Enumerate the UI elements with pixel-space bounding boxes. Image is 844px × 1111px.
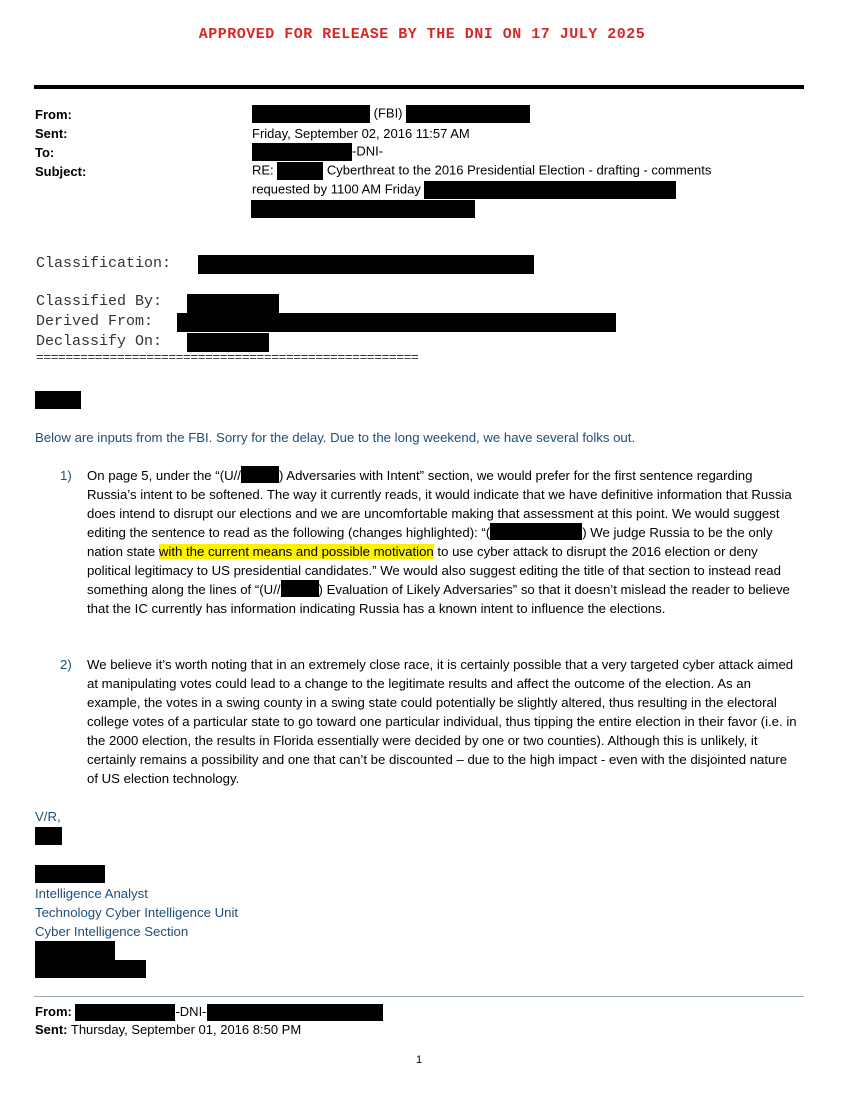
redaction — [424, 181, 676, 199]
redaction — [406, 105, 530, 123]
subject-text-2: requested by 1100 AM Friday — [252, 181, 421, 197]
highlighted-text: with the current means and possible motivation — [158, 544, 434, 559]
item-number: 1) — [60, 468, 72, 483]
item-text-part: ) Adversaries with Intent” section, we would prefer for the first sentence regarding Russia’s intent to be softened. The way it currently reads, it would indicate that we have definitive information that Russia does intend to disrupt our elections and we are uncomfortable making that assessment at this point. We would suggest editing the sentence to read as the following (changes highlighted): “( — [87, 468, 792, 540]
item-text: We believe it’s worth noting that in an extremely close race, it is certainly possible that a very targeted cyber attack aimed at manipulating votes could lead to a change to the legitimate results and affect the outcome of the election. As an example, the votes in a swing county in a swing state could potentially be slightly altered, thus resulting in the electoral college votes of a particular state to go toward one particular individual, thus tipping the entire election in their favor (i.e. in the 2000 election, the results in Florida essentially were decided by one or two counties). Although this is unlikely, it certainly remains a possibility and one that can’t be discounted – due to the high impact - even with the disjointed nature of US election technology. — [87, 657, 797, 786]
redaction — [35, 960, 146, 978]
signature-unit: Technology Cyber Intelligence Unit — [35, 905, 239, 920]
intro-text: Below are inputs from the FBI. Sorry for the delay. Due to the long weekend, we have several folks out. — [35, 430, 636, 445]
redaction — [490, 523, 582, 540]
to-suffix: -DNI- — [352, 143, 384, 159]
redaction — [252, 105, 370, 123]
declassify-on-label: Declassify On: — [36, 333, 163, 350]
redaction — [277, 162, 323, 180]
signature-section: Cyber Intelligence Section — [35, 924, 189, 939]
closing: V/R, — [35, 809, 61, 824]
header-divider — [34, 85, 804, 89]
redaction — [35, 941, 115, 961]
subject-text-1: Cyberthreat to the 2016 Presidential Election - drafting - comments — [326, 162, 712, 178]
message-divider — [34, 996, 804, 997]
release-banner: APPROVED FOR RELEASE BY THE DNI ON 17 JULY 2025 — [198, 26, 646, 43]
page-number: 1 — [415, 1054, 423, 1066]
sent-value: Friday, September 02, 2016 11:57 AM — [252, 126, 470, 141]
redaction — [35, 827, 62, 845]
subject-re: RE: — [252, 162, 274, 178]
subject-line-2 — [252, 181, 676, 199]
redaction — [35, 865, 105, 883]
previous-from-label: From: — [35, 1004, 72, 1019]
subject-line-1 — [252, 162, 711, 180]
item-text-part: ) Evaluation of Likely Adversaries” so that it doesn’t mislead the reader to believe that the IC currently has information indicating Russia has a known intent to influence the elections. — [87, 582, 790, 616]
signature-title: Intelligence Analyst — [35, 886, 148, 901]
to-value — [252, 143, 383, 161]
classification-label: Classification: — [36, 255, 172, 272]
redaction — [281, 580, 319, 597]
redaction — [187, 294, 279, 313]
item-text-part: ) We judge Russia to be the only nation state — [87, 525, 773, 559]
redaction — [75, 1004, 175, 1021]
previous-from-row — [35, 1004, 383, 1021]
from-label: From: — [35, 107, 72, 122]
redaction — [35, 391, 81, 409]
redaction — [207, 1004, 383, 1021]
redaction — [198, 255, 534, 274]
to-label: To: — [35, 145, 55, 160]
item-text — [87, 466, 800, 618]
derived-from-label: Derived From: — [36, 313, 154, 330]
from-value — [252, 105, 530, 123]
redaction — [177, 313, 616, 332]
redaction — [241, 466, 279, 483]
sent-label: Sent: — [35, 126, 68, 141]
redaction — [251, 200, 475, 218]
subject-label: Subject: — [35, 164, 87, 179]
previous-sent-value: Thursday, September 01, 2016 8:50 PM — [70, 1022, 302, 1037]
redaction — [252, 143, 352, 161]
from-agency: (FBI) — [373, 105, 403, 121]
previous-sent-row — [35, 1022, 301, 1037]
item-number: 2) — [60, 657, 72, 672]
previous-from-value: -DNI- — [175, 1004, 207, 1019]
item-text-part: to use cyber attack to disrupt the 2016 election or deny political legitimacy to US presidential candidates.” We would also suggest editing the title of that section to instead read something along the lines of “(U// — [87, 544, 781, 597]
classification-divider: ==================================================== — [36, 350, 419, 365]
previous-sent-label: Sent: — [35, 1022, 68, 1037]
classified-by-label: Classified By: — [36, 293, 163, 310]
item-text-part: On page 5, under the “(U// — [87, 468, 241, 483]
